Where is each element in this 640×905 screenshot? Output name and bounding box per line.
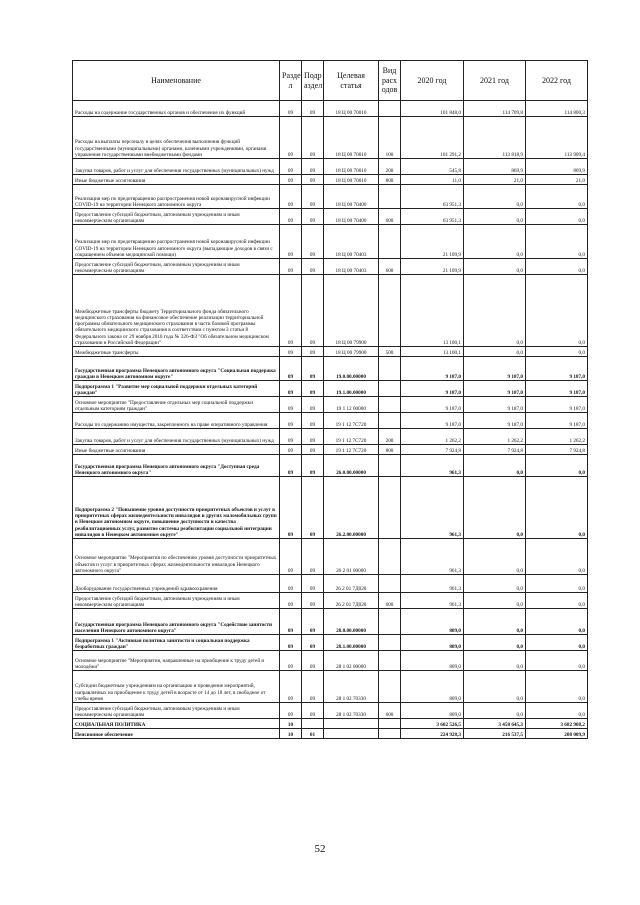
row-target-cell: 26 2 01 00000 <box>324 539 379 575</box>
row-expense-type-cell: 600 <box>379 259 401 275</box>
row-2020-value: 961,3 <box>401 455 464 477</box>
row-2022-value: 0,0 <box>526 539 588 575</box>
row-2020-value: 9 187,0 <box>401 413 464 429</box>
row-name-cell: Расходы на выплаты персоналу в целях обеспечения выполнения функций государственными (муниципальными) органами, казенными учреждениями, органами управления государственными внебюджетными фондами <box>73 117 280 159</box>
row-2021-value: 0,0 <box>464 703 526 719</box>
row-subsection-cell: 09 <box>302 539 324 575</box>
row-target-cell: 19 1 12 7С720 <box>324 429 379 445</box>
row-subsection-cell: 09 <box>302 593 324 609</box>
row-2022-value: 0,0 <box>526 703 588 719</box>
row-2022-value: 9 187,0 <box>526 397 588 413</box>
row-section-cell: 09 <box>280 671 302 703</box>
row-2021-value: 21,0 <box>464 175 526 185</box>
row-section-cell: 09 <box>280 445 302 455</box>
table-row <box>73 347 588 357</box>
row-2020-value: 7 924,8 <box>401 445 464 455</box>
header-row <box>73 61 588 101</box>
row-section-cell: 09 <box>280 635 302 651</box>
table-row <box>73 381 588 397</box>
row-2021-value: 0,0 <box>464 575 526 593</box>
row-2021-value: 0,0 <box>464 259 526 275</box>
row-2021-value: 0,0 <box>464 347 526 357</box>
row-2021-value: 0,0 <box>464 671 526 703</box>
row-2021-value: 0,0 <box>464 455 526 477</box>
row-expense-type-cell: 500 <box>379 347 401 357</box>
row-2022-value: 0,0 <box>526 635 588 651</box>
row-2020-value: 809,0 <box>401 609 464 635</box>
table-row <box>73 397 588 413</box>
row-expense-type-cell <box>379 413 401 429</box>
row-subsection-cell: 09 <box>302 381 324 397</box>
row-2022-value: 113 909,4 <box>526 117 588 159</box>
row-subsection-cell: 09 <box>302 159 324 175</box>
row-2020-value: 63 951,3 <box>401 185 464 209</box>
row-subsection-cell: 09 <box>302 575 324 593</box>
row-section-cell: 09 <box>280 703 302 719</box>
row-name-cell: Межбюджетные трансферты бюджету Территориального фонда обязательного медицинского страхования на финансовое обеспечение реализации территориальной программы обязательного медицинского страхования в части базовой программы обязательного медицинского страхования в соответствии с пунктом 3 статьи 8 Федерального закона от 29 ноября 2010 года № 326-ФЗ "Об обязательном медицинском страховании в Российской Федерации" <box>73 275 280 347</box>
table-row <box>73 635 588 651</box>
row-target-cell: 19.1.00.00000 <box>324 381 379 397</box>
row-name-cell: Иные бюджетные ассигнования <box>73 445 280 455</box>
row-2020-value: 9 187,0 <box>401 357 464 381</box>
row-subsection-cell: 09 <box>302 635 324 651</box>
row-2020-value: 21 109,9 <box>401 225 464 259</box>
row-target-cell: 28.0.00.00000 <box>324 609 379 635</box>
row-2020-value: 13 100,1 <box>401 275 464 347</box>
row-expense-type-cell: 200 <box>379 159 401 175</box>
table-row <box>73 225 588 259</box>
row-target-cell: 28 1 02 00000 <box>324 651 379 671</box>
row-name-cell: Основное мероприятие "Мероприятия по обеспечению уровня доступности приоритетных объектов и услуг в приоритетных сферах жизнедеятельности инвалидов Ненецкого автономного округа" <box>73 539 280 575</box>
table-row <box>73 455 588 477</box>
row-target-cell: 19 1 12 7С720 <box>324 445 379 455</box>
header-subsection: Подр аздел <box>302 61 324 101</box>
row-subsection-cell: 09 <box>302 397 324 413</box>
row-section-cell: 09 <box>280 609 302 635</box>
row-2021-value: 0,0 <box>464 477 526 539</box>
row-2020-value: 545,8 <box>401 159 464 175</box>
row-2022-value: 869,9 <box>526 159 588 175</box>
row-2022-value: 0,0 <box>526 609 588 635</box>
row-2022-value: 9 187,0 <box>526 381 588 397</box>
row-name-cell: Предоставление субсидий бюджетным, автономным учреждениям и иным некоммерческим организациям <box>73 703 280 719</box>
row-name-cell: Закупка товаров, работ и услуг для обеспечения государственных (муниципальных) нужд <box>73 429 280 445</box>
row-2021-value: 0,0 <box>464 651 526 671</box>
row-expense-type-cell <box>379 455 401 477</box>
row-expense-type-cell: 600 <box>379 209 401 225</box>
table-body <box>73 101 588 739</box>
table-row <box>73 117 588 159</box>
row-subsection-cell: 09 <box>302 609 324 635</box>
table-row <box>73 259 588 275</box>
table-row <box>73 429 588 445</box>
header-year-2020: 2020 год <box>401 61 464 101</box>
row-subsection-cell: 09 <box>302 671 324 703</box>
row-section-cell: 09 <box>280 477 302 539</box>
row-name-cell: Основное мероприятие "Мероприятия, направленные на приобщение к труду детей и молодёжи" <box>73 651 280 671</box>
row-subsection-cell: 09 <box>302 445 324 455</box>
row-2022-value: 21,0 <box>526 175 588 185</box>
row-2020-value: 961,3 <box>401 575 464 593</box>
row-expense-type-cell: 200 <box>379 429 401 445</box>
row-section-cell: 09 <box>280 397 302 413</box>
row-name-cell: Иные бюджетные ассигнования <box>73 175 280 185</box>
row-target-cell: 18 Ц 00 79900 <box>324 275 379 347</box>
row-subsection-cell: 09 <box>302 259 324 275</box>
table-row <box>73 445 588 455</box>
row-name-cell: Дооборудование государственных учреждений здравоохранения <box>73 575 280 593</box>
table-row <box>73 159 588 175</box>
row-2021-value: 0,0 <box>464 593 526 609</box>
row-2020-value: 961,3 <box>401 593 464 609</box>
row-name-cell: Государственная программа Ненецкого автономного округа "Содействие занятости населения Ненецкого автономного округа" <box>73 609 280 635</box>
row-section-cell: 09 <box>280 185 302 209</box>
row-name-cell: Предоставление субсидий бюджетным, автономным учреждениям и иным некоммерческим организациям <box>73 259 280 275</box>
row-name-cell: Реализация мер по предотвращению распространения новой коронавирусной инфекции COVID-19 на территории Ненецкого автономного округа <box>73 185 280 209</box>
row-name-cell: Субсидии бюджетным учреждениям на организацию и проведение мероприятий, направленных на приобщение к труду детей в возрасте от 14 до 18 лет, в свободное от учебы время <box>73 671 280 703</box>
row-name-cell: Закупка товаров, работ и услуг для обеспечения государственных (муниципальных) нужд <box>73 159 280 175</box>
row-2020-value: 809,0 <box>401 703 464 719</box>
row-target-cell: 19 1 12 7С720 <box>324 413 379 429</box>
row-subsection-cell: 09 <box>302 225 324 259</box>
row-expense-type-cell <box>379 397 401 413</box>
budget-table-page <box>72 60 587 739</box>
row-section-cell: 09 <box>280 575 302 593</box>
row-subsection-cell: 09 <box>302 347 324 357</box>
row-name-cell: Расходы по содержанию имущества, закрепленного на праве оперативного управления <box>73 413 280 429</box>
row-section-cell: 10 <box>280 719 302 729</box>
row-target-cell: 26.0.00.00000 <box>324 455 379 477</box>
header-name: Наименование <box>73 61 280 101</box>
row-subsection-cell: 09 <box>302 101 324 117</box>
row-2020-value: 63 951,3 <box>401 209 464 225</box>
row-2022-value: 0,0 <box>526 347 588 357</box>
row-section-cell: 09 <box>280 593 302 609</box>
table-row <box>73 609 588 635</box>
row-subsection-cell: 09 <box>302 413 324 429</box>
row-2021-value: 1 262,2 <box>464 429 526 445</box>
row-section-cell: 09 <box>280 101 302 117</box>
row-name-cell: Предоставление субсидий бюджетным, автономным учреждениям и иным некоммерческим организациям <box>73 593 280 609</box>
row-target-cell: 19 1 12 00000 <box>324 397 379 413</box>
table-row <box>73 671 588 703</box>
table-row <box>73 651 588 671</box>
row-2022-value: 0,0 <box>526 455 588 477</box>
row-2021-value: 869,9 <box>464 159 526 175</box>
row-expense-type-cell <box>379 381 401 397</box>
table-row <box>73 209 588 225</box>
row-target-cell: 18 Ц 00 70403 <box>324 259 379 275</box>
row-name-cell: Государственная программа Ненецкого автономного округа "Социальная поддержка граждан в Ненецком автономном округе" <box>73 357 280 381</box>
row-target-cell: 18 Ц 00 70010 <box>324 117 379 159</box>
row-target-cell: 18 Ц 00 70400 <box>324 185 379 209</box>
row-subsection-cell: 09 <box>302 209 324 225</box>
row-name-cell: Расходы на содержание государственных органов и обеспечение их функций <box>73 101 280 117</box>
row-section-cell: 09 <box>280 209 302 225</box>
row-name-cell: Пенсионное обеспечение <box>73 729 280 739</box>
row-2020-value: 961,3 <box>401 539 464 575</box>
row-2022-value: 9 187,0 <box>526 413 588 429</box>
row-2022-value: 0,0 <box>526 651 588 671</box>
row-section-cell: 09 <box>280 381 302 397</box>
row-expense-type-cell: 600 <box>379 703 401 719</box>
row-section-cell: 09 <box>280 347 302 357</box>
row-expense-type-cell <box>379 609 401 635</box>
row-subsection-cell: 09 <box>302 455 324 477</box>
row-2022-value: 3 682 908,2 <box>526 719 588 729</box>
row-section-cell: 09 <box>280 651 302 671</box>
row-target-cell: 18 Ц 00 70400 <box>324 209 379 225</box>
row-2021-value: 0,0 <box>464 635 526 651</box>
row-2022-value: 0,0 <box>526 209 588 225</box>
row-2022-value: 0,0 <box>526 185 588 209</box>
row-expense-type-cell <box>379 185 401 209</box>
row-section-cell: 09 <box>280 429 302 445</box>
table-row <box>73 413 588 429</box>
row-section-cell: 09 <box>280 413 302 429</box>
row-2022-value: 7 924,8 <box>526 445 588 455</box>
row-subsection-cell: 09 <box>302 703 324 719</box>
row-target-cell <box>324 729 379 739</box>
row-name-cell: Межбюджетные трансферты <box>73 347 280 357</box>
row-2021-value: 9 187,0 <box>464 357 526 381</box>
table-row <box>73 477 588 539</box>
header-expense-type: Вид расх одов <box>379 61 401 101</box>
row-subsection-cell: 09 <box>302 357 324 381</box>
row-expense-type-cell <box>379 651 401 671</box>
row-section-cell: 10 <box>280 729 302 739</box>
row-2021-value: 113 818,9 <box>464 117 526 159</box>
row-2020-value: 809,0 <box>401 635 464 651</box>
row-expense-type-cell: 800 <box>379 175 401 185</box>
header-section: Разде л <box>280 61 302 101</box>
row-section-cell: 09 <box>280 159 302 175</box>
header-year-2021: 2021 год <box>464 61 526 101</box>
row-expense-type-cell <box>379 101 401 117</box>
row-2020-value: 101 848,0 <box>401 101 464 117</box>
row-target-cell: 28 1 02 70330 <box>324 671 379 703</box>
row-2021-value: 9 187,0 <box>464 397 526 413</box>
row-expense-type-cell <box>379 729 401 739</box>
row-2022-value: 9 187,0 <box>526 357 588 381</box>
table-row <box>73 275 588 347</box>
row-name-cell: Государственная программа Ненецкого автономного округа "Доступная среда Ненецкого автономного округа" <box>73 455 280 477</box>
row-section-cell: 09 <box>280 539 302 575</box>
row-section-cell: 09 <box>280 357 302 381</box>
row-expense-type-cell: 600 <box>379 593 401 609</box>
table-row <box>73 175 588 185</box>
row-name-cell: Основное мероприятие "Предоставление отдельных мер социальной поддержки отдельным категориям граждан" <box>73 397 280 413</box>
row-expense-type-cell <box>379 539 401 575</box>
row-2022-value: 208 009,9 <box>526 729 588 739</box>
row-2021-value: 7 924,8 <box>464 445 526 455</box>
row-name-cell: Подпрограмма 1 "Активная политика занятости и социальная поддержка безработных граждан" <box>73 635 280 651</box>
row-subsection-cell: 09 <box>302 275 324 347</box>
table-row <box>73 593 588 609</box>
row-expense-type-cell <box>379 575 401 593</box>
row-target-cell: 28.1.00.00000 <box>324 635 379 651</box>
row-2020-value: 961,3 <box>401 477 464 539</box>
table-row <box>73 539 588 575</box>
row-2022-value: 114 800,3 <box>526 101 588 117</box>
row-expense-type-cell <box>379 671 401 703</box>
row-target-cell: 18 Ц 00 70403 <box>324 225 379 259</box>
row-2020-value: 11,0 <box>401 175 464 185</box>
row-target-cell: 28 1 02 70330 <box>324 703 379 719</box>
row-2020-value: 9 187,0 <box>401 397 464 413</box>
row-target-cell <box>324 719 379 729</box>
table-row <box>73 719 588 729</box>
row-target-cell: 18 Ц 00 70010 <box>324 175 379 185</box>
row-2020-value: 1 262,2 <box>401 429 464 445</box>
row-target-cell: 19.0.00.00000 <box>324 357 379 381</box>
row-2021-value: 9 187,0 <box>464 413 526 429</box>
row-subsection-cell: 01 <box>302 729 324 739</box>
row-2022-value: 0,0 <box>526 259 588 275</box>
row-expense-type-cell: 800 <box>379 445 401 455</box>
row-expense-type-cell <box>379 635 401 651</box>
row-2022-value: 0,0 <box>526 671 588 703</box>
row-2021-value: 0,0 <box>464 275 526 347</box>
table-row <box>73 101 588 117</box>
row-2022-value: 0,0 <box>526 225 588 259</box>
row-2021-value: 0,0 <box>464 185 526 209</box>
row-section-cell: 09 <box>280 259 302 275</box>
row-section-cell: 09 <box>280 175 302 185</box>
row-2021-value: 3 458 645,3 <box>464 719 526 729</box>
page-number: 52 <box>314 843 326 855</box>
row-2022-value: 0,0 <box>526 275 588 347</box>
row-2020-value: 101 291,2 <box>401 117 464 159</box>
row-subsection-cell: 09 <box>302 185 324 209</box>
row-2020-value: 809,0 <box>401 651 464 671</box>
row-name-cell: Подпрограмма 2 "Повышение уровня доступности приоритетных объектов и услуг в приоритетных сферах жизнедеятельности инвалидов и других маломобильных групп в Ненецком автономном округе, повышение доступности и качества реабилитационных услуг, развитие системы реабилитации социальной интеграции инвалидов в Ненецком автономном округе" <box>73 477 280 539</box>
row-expense-type-cell <box>379 357 401 381</box>
row-subsection-cell: 09 <box>302 651 324 671</box>
row-name-cell: Предоставление субсидий бюджетным, автономным учреждениям и иным некоммерческим организациям <box>73 209 280 225</box>
row-expense-type-cell <box>379 477 401 539</box>
row-2022-value: 0,0 <box>526 575 588 593</box>
row-target-cell: 26 2 01 7Д020 <box>324 575 379 593</box>
row-subsection-cell: 09 <box>302 175 324 185</box>
row-2021-value: 0,0 <box>464 609 526 635</box>
row-section-cell: 09 <box>280 275 302 347</box>
row-target-cell: 26 2 01 7Д020 <box>324 593 379 609</box>
row-expense-type-cell: 100 <box>379 117 401 159</box>
table-row <box>73 729 588 739</box>
row-expense-type-cell <box>379 225 401 259</box>
row-2020-value: 13 100,1 <box>401 347 464 357</box>
table-row <box>73 703 588 719</box>
row-2021-value: 114 709,8 <box>464 101 526 117</box>
row-name-cell: Реализация мер по предотвращению распространения новой коронавирусной инфекции COVID-19 на территории Ненецкого автономного округа (выпадающие доходов в связи с сокращением объемов медицинской помощи) <box>73 225 280 259</box>
row-target-cell: 18 Ц 00 70010 <box>324 159 379 175</box>
row-2021-value: 0,0 <box>464 209 526 225</box>
row-section-cell: 09 <box>280 117 302 159</box>
row-2021-value: 9 187,0 <box>464 381 526 397</box>
table-row <box>73 185 588 209</box>
row-2021-value: 216 537,5 <box>464 729 526 739</box>
row-2022-value: 1 262,2 <box>526 429 588 445</box>
row-2022-value: 0,0 <box>526 593 588 609</box>
row-2021-value: 0,0 <box>464 225 526 259</box>
row-name-cell: СОЦИАЛЬНАЯ ПОЛИТИКА <box>73 719 280 729</box>
row-subsection-cell: 09 <box>302 117 324 159</box>
row-2020-value: 809,0 <box>401 671 464 703</box>
row-2022-value: 0,0 <box>526 477 588 539</box>
header-target-article: Целевая статья <box>324 61 379 101</box>
row-subsection-cell <box>302 719 324 729</box>
table-row <box>73 575 588 593</box>
budget-table <box>72 60 588 739</box>
row-target-cell: 26.2.00.00000 <box>324 477 379 539</box>
row-2020-value: 9 187,0 <box>401 381 464 397</box>
row-section-cell: 09 <box>280 225 302 259</box>
row-2021-value: 0,0 <box>464 539 526 575</box>
row-target-cell: 18 Ц 00 79900 <box>324 347 379 357</box>
table-row <box>73 357 588 381</box>
row-section-cell: 09 <box>280 455 302 477</box>
row-subsection-cell: 09 <box>302 429 324 445</box>
row-2020-value: 224 928,3 <box>401 729 464 739</box>
row-subsection-cell: 09 <box>302 477 324 539</box>
row-2020-value: 3 602 526,5 <box>401 719 464 729</box>
row-target-cell: 18 Ц 00 70010 <box>324 101 379 117</box>
row-expense-type-cell <box>379 275 401 347</box>
row-name-cell: Подпрограмма 1 "Развитие мер социальной поддержки отдельных категорий граждан" <box>73 381 280 397</box>
header-year-2022: 2022 год <box>526 61 588 101</box>
row-expense-type-cell <box>379 719 401 729</box>
row-2020-value: 21 109,9 <box>401 259 464 275</box>
